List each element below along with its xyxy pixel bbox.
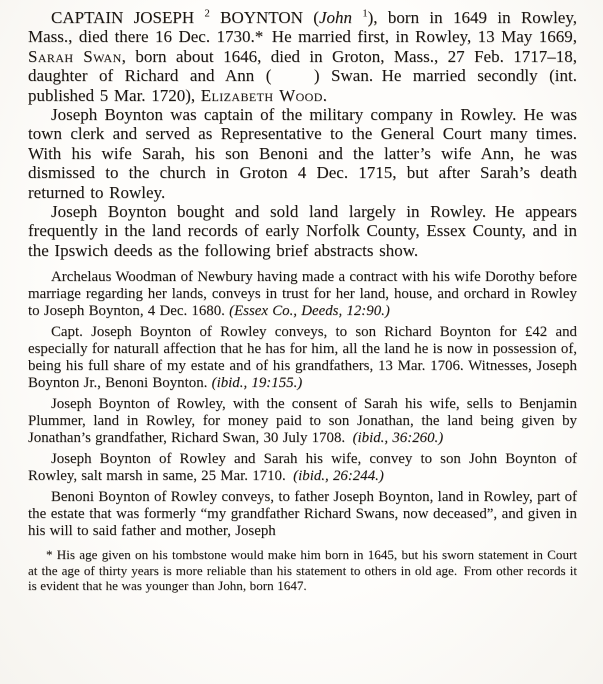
abstract-richard-deed bbox=[28, 324, 577, 392]
father-name: John bbox=[318, 8, 363, 27]
second-wife-name: Elizabeth Wood bbox=[200, 85, 323, 105]
deed-citation: (ibid., 36:260.) bbox=[352, 430, 444, 447]
abstract-text: Capt. Joseph Boynton of Rowley conveys, to son Richard Boynton for £42 and especially for naturall affection that he has for him, all the land he is now in possession of, being his full share of my estate and of his grandfathers, 13 Mar. 1706. Witnesses, Joseph Boynton Jr., Benoni Boynton. bbox=[28, 324, 577, 392]
deed-citation: (ibid., 26:244.) bbox=[293, 468, 384, 485]
sentence-end: . bbox=[322, 85, 328, 105]
abstract-text: Joseph Boynton of Rowley, with the consent of Sarah his wife, sells to Benjamin Plummer, land in Rowley, for money paid to son Jonathan, the land being given by Jonathan’s grandfather, Richard Swan, 30 July 1708. bbox=[28, 396, 577, 447]
abstract-plummer-deed bbox=[28, 396, 577, 447]
father-generation-superscript: 1 bbox=[362, 8, 368, 20]
generation-superscript: 2 bbox=[204, 8, 210, 20]
captain-name: CAPTAIN JOSEPH bbox=[51, 8, 205, 27]
main-text bbox=[28, 8, 577, 260]
first-wife-name: Sarah Swan bbox=[28, 46, 122, 66]
abstract-text: Joseph Boynton of Rowley and Sarah his wife, convey to son John Boynton of Rowley, salt marsh in same, 25 Mar. 1710. bbox=[28, 451, 577, 485]
footnote: * His age given on his tombstone would make him born in 1645, but his sworn statement in Court at the age of thirty years is more reliable than his statement to others in old age. From other records it is evident that he was younger than John, born 1647. bbox=[28, 547, 577, 594]
abstract-benoni-deed: Benoni Boynton of Rowley conveys, to father Joseph Boynton, land in Rowley, part of the estate that was formerly “my grandfather Richard Swans, now deceased”, and given in his will to said father and mother, Joseph bbox=[28, 489, 577, 540]
abstract-text: Archelaus Woodman of Newbury having made a contract with his wife Dorothy before marriage regarding her lands, conveys in trust for her land, house, and orchard in Rowley to Joseph Boynton, 4 Dec. 1680. bbox=[28, 269, 577, 320]
deed-citation: (ibid., 19:155.) bbox=[211, 375, 303, 392]
intro-paragraph bbox=[28, 8, 577, 105]
surname-text: BOYNTON ( bbox=[209, 8, 319, 27]
biography-paragraph: Joseph Boynton was captain of the military company in Rowley. He was town clerk and served as Representative to the General Court many times. With his wife Sarah, his son Benoni and the latter’s wife Ann, he was dismissed to the church in Groton 4 Dec. 1715, but after Sarah’s death returned to Rowley. bbox=[28, 105, 577, 202]
deed-abstracts bbox=[28, 269, 577, 540]
land-records-paragraph: Joseph Boynton bought and sold land largely in Rowley. He appears frequently in the land records of early Norfolk County, Essex County, and in the Ipswich deeds as the following brief abstracts show. bbox=[28, 202, 577, 260]
deed-citation: (Essex Co., Deeds, 12:90.) bbox=[229, 303, 390, 320]
birth-death-marriage-text: ), born in 1649 in Rowley, Mass., died there 16 Dec. 1730.* He married first, in Rowley, 13 May 1669, bbox=[28, 8, 577, 47]
abstract-john-deed bbox=[28, 451, 577, 485]
abstract-woodman-deed bbox=[28, 269, 577, 320]
second-marriage-text: , born about 1646, died in Groton, Mass., 27 Feb. 1717–18, daughter of Richard and Ann ( ) Swan. He married secondly (int. published 5 Mar. 1720), bbox=[28, 46, 577, 105]
